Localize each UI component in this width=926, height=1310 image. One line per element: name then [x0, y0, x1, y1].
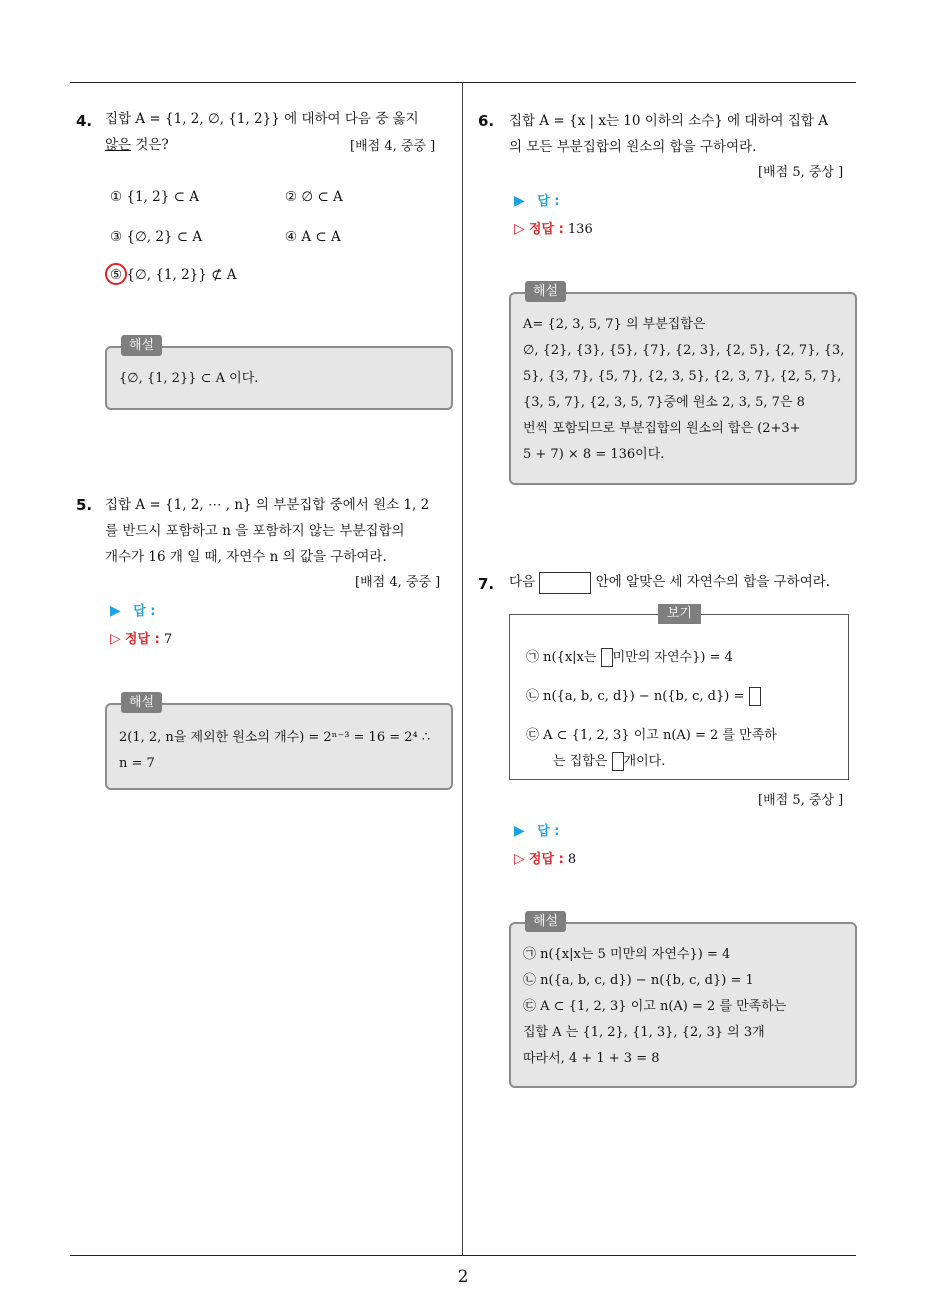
example-item-3 — [526, 723, 777, 775]
choice-3[interactable]: ③ {∅, 2} ⊂ A — [110, 229, 203, 245]
question-text-pre: 다음 — [509, 574, 536, 590]
question-text-line2 — [105, 134, 169, 158]
solution-tag: 해설 — [121, 335, 162, 356]
example-item-1-pre: ㉠ n({x|x는 — [526, 650, 597, 665]
correct-value: 8 — [567, 852, 577, 867]
example-item-2 — [526, 684, 761, 710]
question-line: 개수가 16 개 일 때, 자연수 n 의 값을 구하여라. — [105, 549, 387, 565]
triangle-outline-icon: ▷ — [110, 631, 121, 647]
question-number: 4. — [76, 112, 93, 130]
choice-5[interactable]: ⑤ {∅, {1, 2}} ⊄ A — [110, 267, 237, 283]
solution-line: ㉠ n({x|x는 5 미만의 자연수}) = 4 — [523, 947, 731, 962]
correct-value: 136 — [567, 222, 593, 237]
solution-line: ㉡ n({a, b, c, d}) − n({b, c, d}) = 1 — [523, 973, 754, 988]
solution-box — [509, 284, 857, 485]
solution-text: {∅, {1, 2}} ⊂ A 이다. — [119, 371, 259, 386]
example-box — [509, 606, 849, 780]
solution-line: 5}, {3, 7}, {5, 7}, {2, 3, 5}, {2, 3, 7}, {2, 5, 7}, — [523, 369, 842, 384]
solution-text — [523, 942, 786, 1072]
correct-label: 정답 : — [528, 222, 564, 237]
solution-line: 5 + 7) × 8 = 136이다. — [523, 447, 665, 462]
correct-label: 정답 : — [528, 852, 564, 867]
question-text — [509, 108, 828, 160]
solution-text — [119, 725, 430, 777]
question-text-rest: 것은? — [131, 137, 169, 153]
score-label: [배점 4, 중중 ] — [350, 139, 436, 154]
solution-line: {3, 5, 7}, {2, 3, 5, 7}중에 원소 2, 3, 5, 7은 8 — [523, 395, 805, 410]
solution-box — [105, 338, 453, 410]
example-item-3-pre: 는 집합은 — [553, 754, 608, 769]
correct-label: 정답 : — [124, 632, 160, 647]
solution-tag: 해설 — [121, 692, 162, 713]
solution-line: ∅, {2}, {3}, {5}, {7}, {2, 3}, {2, 5}, {2, 7}, {3, — [523, 343, 845, 358]
choice-1[interactable]: ① {1, 2} ⊂ A — [110, 189, 199, 205]
solution-line: 2(1, 2, n을 제외한 원소의 개수) = 2ⁿ⁻³ = 16 = 2⁴ ∴ — [119, 730, 431, 745]
question-number: 6. — [478, 112, 495, 130]
column-divider — [462, 83, 463, 1255]
score-label: [배점 5, 중상 ] — [758, 165, 844, 180]
answer-row — [110, 599, 155, 624]
question-line: 를 반드시 포함하고 n 을 포함하지 않는 부분집합의 — [105, 523, 405, 539]
triangle-outline-icon: ▷ — [514, 221, 525, 237]
solution-box — [105, 695, 453, 790]
question-line: 집합 A = {x | x는 10 이하의 소수} 에 대하여 집합 A — [509, 113, 829, 129]
example-item-3-line1: ㉢ A ⊂ {1, 2, 3} 이고 n(A) = 2 를 만족하 — [526, 728, 777, 743]
choice-2[interactable]: ② ∅ ⊂ A — [285, 189, 343, 205]
correct-answer-row — [514, 217, 593, 242]
question-number: 7. — [478, 575, 495, 593]
example-tag: 보기 — [658, 604, 701, 624]
answer-row — [514, 189, 559, 214]
footer-rule — [70, 1255, 856, 1256]
answer-label: 답 : — [537, 194, 560, 209]
question-text: 집합 A = {1, 2, ∅, {1, 2}} 에 대하여 다음 중 옳지 — [105, 111, 419, 127]
solution-tag: 해설 — [525, 911, 566, 932]
solution-line: n = 7 — [119, 756, 155, 771]
answer-label: 답 : — [537, 824, 560, 839]
emphasis-text: 않은 — [105, 137, 132, 153]
correct-answer-row — [514, 847, 576, 872]
solution-line: A= {2, 3, 5, 7} 의 부분집합은 — [523, 317, 706, 332]
question-text — [105, 492, 429, 570]
question-text-post: 안에 알맞은 세 자연수의 합을 구하여라. — [595, 574, 831, 590]
triangle-outline-icon: ▷ — [514, 851, 525, 867]
blank-box — [612, 752, 624, 771]
solution-box — [509, 914, 857, 1088]
example-item-2-text: ㉡ n({a, b, c, d}) − n({b, c, d}) = — [526, 689, 745, 704]
correct-value: 7 — [163, 632, 173, 647]
choice-4[interactable]: ④ A ⊂ A — [285, 229, 341, 245]
page-number: 2 — [457, 1267, 469, 1287]
solution-line: 번씩 포함되므로 부분집합의 원소의 합은 (2+3+ — [523, 421, 801, 436]
answer-label: 답 : — [133, 604, 156, 619]
example-item-1-post: 미만의 자연수}) = 4 — [612, 650, 733, 665]
question-line: 집합 A = {1, 2, ⋯ , n} 의 부분집합 중에서 원소 1, 2 — [105, 497, 430, 513]
score-label: [배점 5, 중상 ] — [758, 793, 844, 808]
header-rule — [70, 82, 856, 83]
solution-line: ㉢ A ⊂ {1, 2, 3} 이고 n(A) = 2 를 만족하는 — [523, 999, 787, 1014]
solution-text — [523, 312, 844, 468]
question-number: 5. — [76, 496, 93, 514]
score-label: [배점 4, 중중 ] — [355, 575, 441, 590]
blank-box — [539, 572, 591, 594]
question-text — [509, 571, 830, 595]
blank-box — [601, 648, 613, 667]
example-item-3-post: 개이다. — [623, 754, 666, 769]
solution-line: 집합 A 는 {1, 2}, {1, 3}, {2, 3} 의 3개 — [523, 1025, 765, 1040]
example-item-1 — [526, 645, 733, 671]
question-line: 의 모든 부분집합의 원소의 합을 구하여라. — [509, 139, 757, 155]
triangle-right-icon: ▶ — [110, 603, 121, 619]
triangle-right-icon: ▶ — [514, 193, 525, 209]
example-item-3-line2 — [526, 749, 777, 775]
answer-row — [514, 819, 559, 844]
solution-line: 따라서, 4 + 1 + 3 = 8 — [523, 1051, 660, 1066]
correct-answer-row — [110, 627, 172, 652]
triangle-right-icon: ▶ — [514, 823, 525, 839]
solution-tag: 해설 — [525, 281, 566, 302]
blank-box — [749, 687, 761, 706]
